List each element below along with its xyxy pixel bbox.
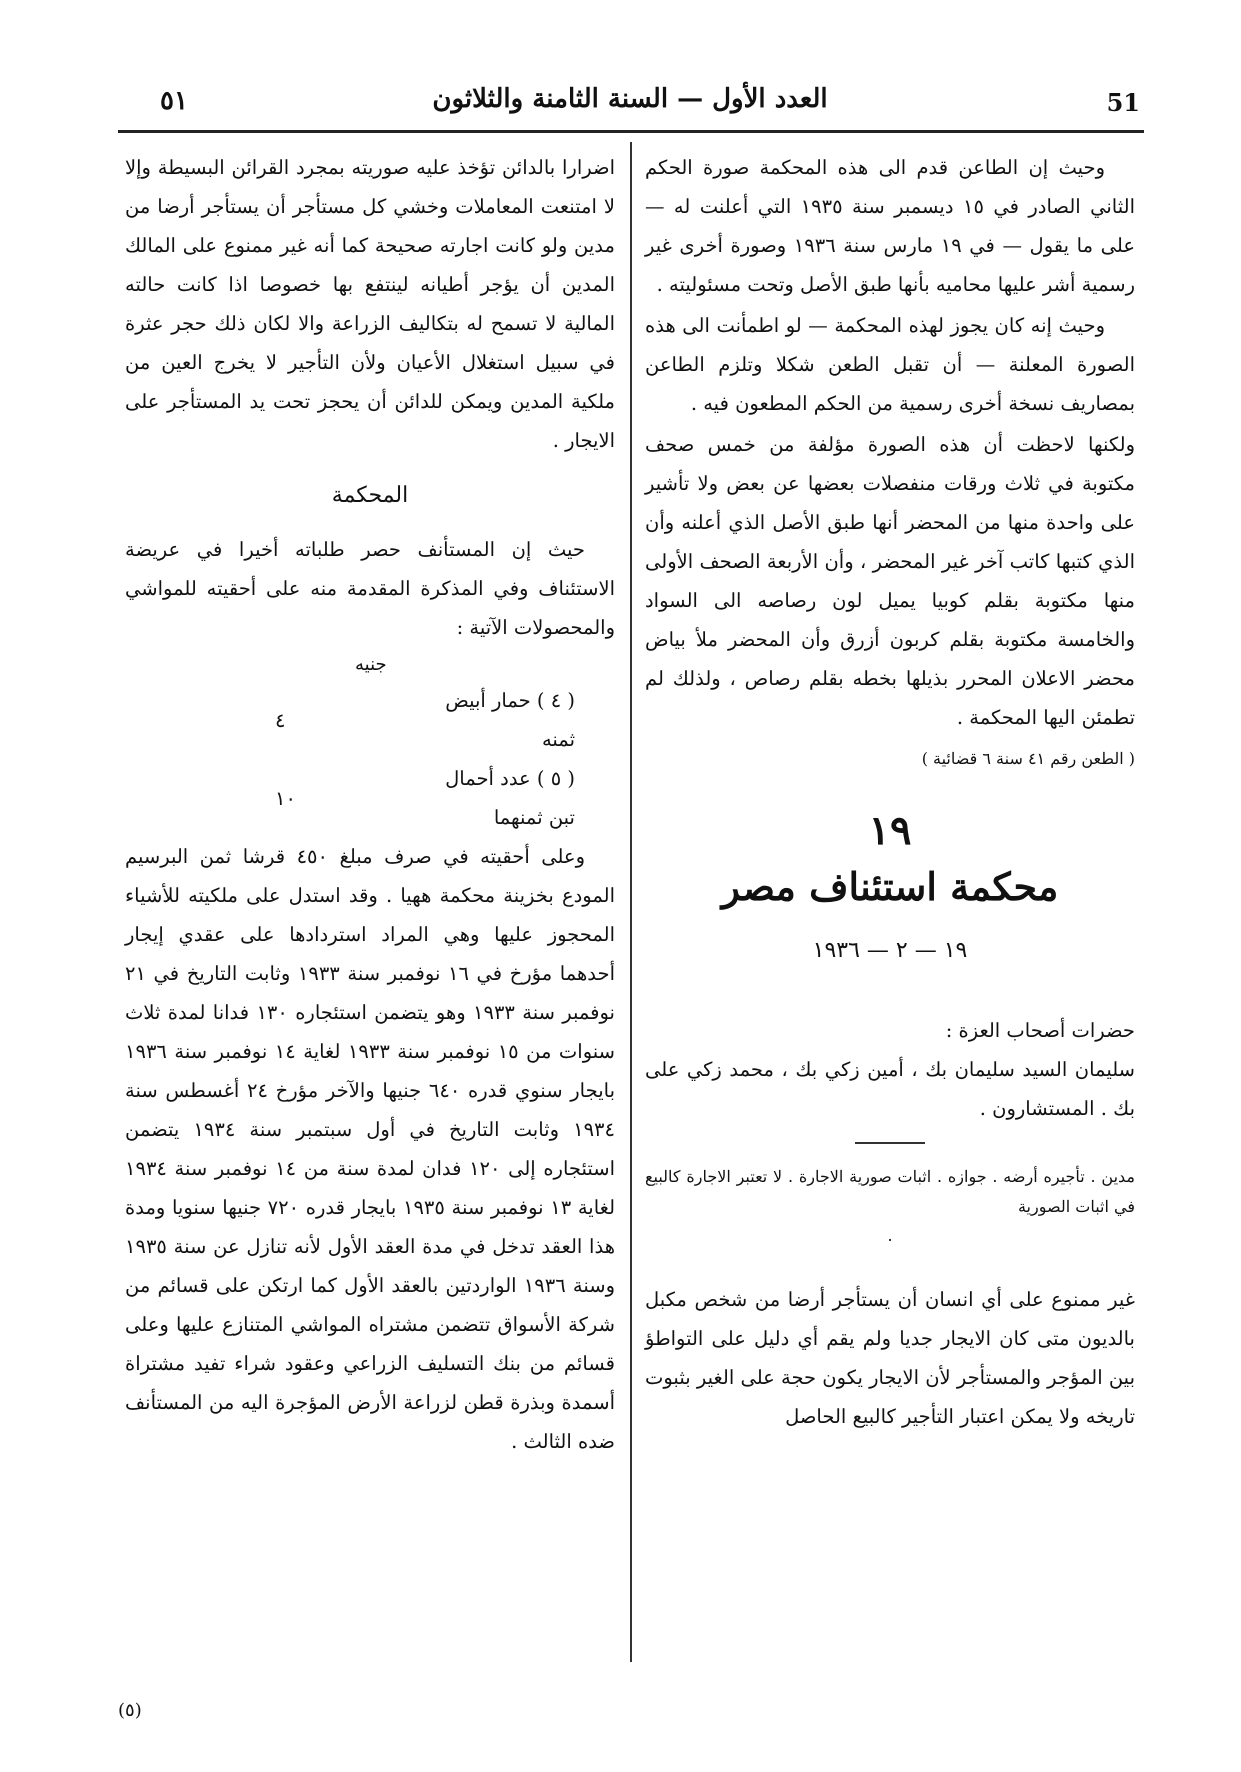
case-number: ١٩ (868, 807, 912, 854)
right-column (645, 148, 1135, 1438)
item-label: ( ٥ ) عدد أحمال تبن ثمنهما (445, 767, 575, 829)
case-summary: مدين . تأجيره أرضه . جوازه . اثبات صورية الاجارة . لا تعتبر الاجارة كالبيع في اثبات الصورية (645, 1167, 1135, 1216)
court-name: محكمة استئناف مصر (721, 864, 1059, 909)
case-date: ١٩ — ٢ — ١٩٣٦ (812, 938, 968, 963)
paragraph: وحيث إن الطاعن قدم الى هذه المحكمة صورة الحكم الثاني الصادر في ١٥ ديسمبر سنة ١٩٣٥ التي أعلنت له — على ما يقول — في ١٩ مارس سنة ١٩٣٦ وصورة أخرى غير رسمية أشر عليها محاميه بأنها طبق الأصل وتحت مسئوليته . (645, 156, 1135, 296)
currency-label: جنيه (355, 654, 387, 675)
paragraph: اضرارا بالدائن تؤخذ عليه صوريته بمجرد القرائن البسيطة وإلا لا امتنعت المعاملات وخشي كل مستأجر أن يستأجر أرضا من مدين ولو كانت اجارته صحيحة كما أنه غير ممنوع على المالك المدين أن يؤجر أطيانه لينتفع بها خصوصا اذا كانت حالته المالية لا تسمح له بتكاليف الزراعة والا لكان ذلك حجر عثرة في سبيل استغلال الأعيان ولأن التأجير لا يخرج العين من ملكية المدين ويمكن للدائن أن يحجز تحت يد المستأجر على الايجار . (125, 156, 615, 452)
paragraph: ولكنها لاحظت أن هذه الصورة مؤلفة من خمس صحف مكتوبة في ثلاث ورقات منفصلات بعضها عن بعض ولا تأشير على واحدة منها من المحضر أنها طبق الأصل الذي أعلنه وأن الذي كتبها كاتب آخر غير المحضر ، وأن الأربعة الصحف الأولى منها مكتوبة بقلم كوبيا يميل لون رصاصه الى السواد والخامسة مكتوبة بقلم كربون أزرق وأن المحضر ملأ بياض محضر الاعلان المحرر بذيلها بخطه بقلم رصاص ، ولذلك لم تطمئن اليها المحكمة . (645, 433, 1135, 729)
item-amount: ١٠ (275, 786, 296, 810)
paragraph: وعلى أحقيته في صرف مبلغ ٤٥٠ قرشا ثمن البرسيم المودع بخزينة محكمة ههيا . وقد استدل على ملكيته للأشياء المحجوز عليها وهي المراد استردادها على عقدي إيجار أحدهما مؤرخ في ١٦ نوفمبر سنة ١٩٣٣ وثابت التاريخ في ٢١ نوفمبر سنة ١٩٣٣ وهو يتضمن استئجاره ١٣٠ فدانا لمدة ثلاث سنوات من ١٥ نوفمبر سنة ١٩٣٣ لغاية ١٤ نوفمبر سنة ١٩٣٦ بايجار سنوي قدره ٦٤٠ جنيها والآخر مؤرخ ٢٤ أغسطس سنة ١٩٣٤ وثابت التاريخ في أول سبتمبر سنة ١٩٣٤ يتضمن استئجاره إلى ١٢٠ فدان لمدة سنة من ١٤ نوفمبر سنة ١٩٣٤ لغاية ١٣ نوفمبر سنة ١٩٣٥ بايجار قدره ٧٢٠ جنيها سنويا ومدة هذا العقد تدخل في مدة العقد الأول لأنه تنازل عن سنة ١٩٣٥ وسنة ١٩٣٦ الواردتين بالعقد الأول كما ارتكن على قسائم من شركة الأسواق تتضمن مشتراه المواشي المتنازع عليها وعلى قسائم من بنك التسليف الزراعي وعقود شراء تفيد مشتراة أسمدة وبذرة قطن لزراعة الأرض المؤجرة اليه من المستأنف ضده الثالث . (125, 845, 616, 1453)
case-summary-end: . (887, 1226, 893, 1245)
table-row (125, 681, 615, 759)
column-divider (630, 142, 632, 1662)
left-column (125, 148, 615, 1463)
page-number-latin: 51 (1106, 88, 1140, 117)
section-rule (855, 1142, 925, 1144)
item-label: ( ٤ ) حمار أبيض ثمنه (445, 689, 575, 751)
page-footnote: (٥) (118, 1700, 142, 1721)
header-rule (118, 130, 1144, 133)
page-header (120, 78, 1140, 128)
case-reference: ( الطعن رقم ٤١ سنة ٦ قضائية ) (921, 749, 1135, 768)
judges-intro: حضرات أصحاب العزة : (945, 1019, 1135, 1042)
claimed-items-table (125, 681, 615, 837)
paragraph: غير ممنوع على أي انسان أن يستأجر أرضا من شخص مكبل بالديون متى كان الايجار جديا ولم يقم أي دليل على التواطؤ بين المؤجر والمستأجر لأن الايجار يكون حجة على الغير بثبوت تاريخه ولا يمكن اعتبار التأجير كالبيع الحاصل (645, 1288, 1135, 1428)
item-amount: ٤ (275, 708, 286, 732)
table-row (125, 759, 615, 837)
paragraph: حيث إن المستأنف حصر طلباته أخيرا في عريضة الاستئناف وفي المذكرة المقدمة منه على أحقيته للمواشي والمحصولات الآتية : (125, 538, 615, 639)
judges-names: سليمان السيد سليمان بك ، أمين زكي بك ، محمد زكي على بك . المستشارون . (645, 1058, 1135, 1120)
issue-title: العدد الأول — السنة الثامنة والثلاثون (432, 84, 828, 114)
page-number-arabic: ٥١ (160, 86, 188, 116)
paragraph: وحيث إنه كان يجوز لهذه المحكمة — لو اطمأنت الى هذه الصورة المعلنة — أن تقبل الطعن شكلا وتلزم الطاعن بمصاريف نسخة أخرى رسمية من الحكم المطعون فيه . (645, 314, 1135, 415)
section-heading: المحكمة (331, 483, 409, 508)
